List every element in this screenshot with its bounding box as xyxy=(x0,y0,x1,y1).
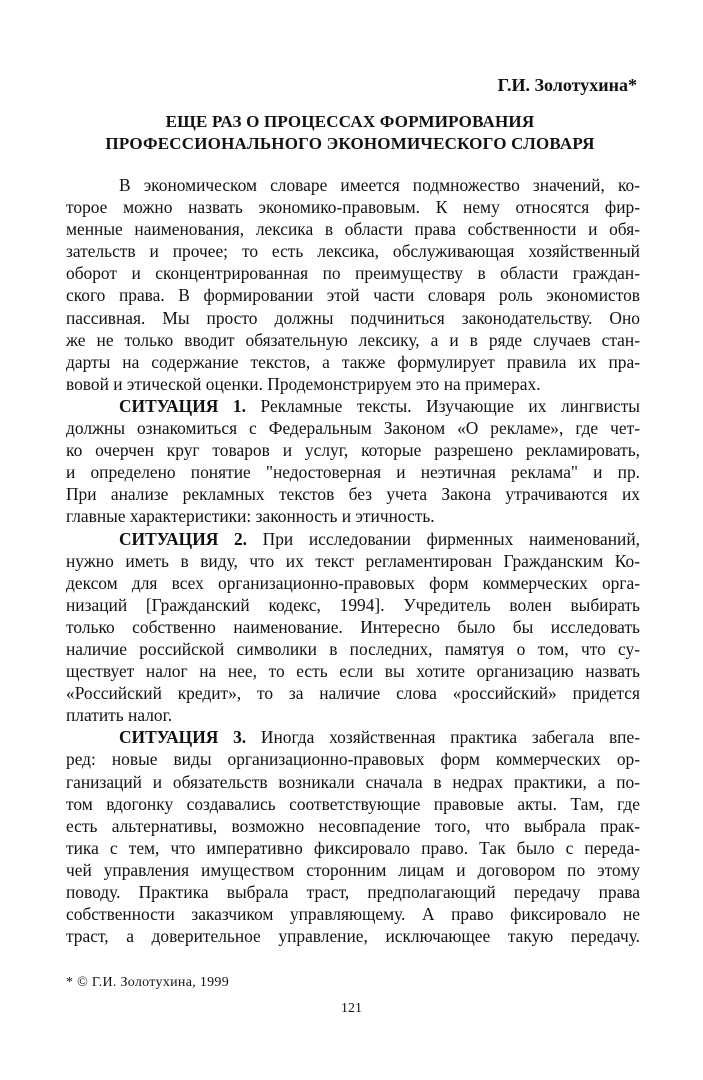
situation-heading: СИТУАЦИЯ 1. xyxy=(119,395,246,416)
text-line: должны ознакомиться с Федеральным Законом «О рекламе», где чет- xyxy=(66,418,640,439)
text-line: вовой и этической оценки. Продемонстрируем это на примерах. xyxy=(66,373,541,394)
text-line: «Российский кредит», то за наличие слова «российский» придется xyxy=(66,683,640,704)
author-name: Г.И. Золотухина* xyxy=(497,75,637,95)
text-line: наличие российской символики в последних, памятуя о том, что су- xyxy=(66,638,640,659)
text-line: В экономическом словаре имеется подмножество значений, ко- xyxy=(119,175,640,195)
situation-heading: СИТУАЦИЯ 3. xyxy=(119,727,247,748)
text-line: и определено понятие "недостоверная и неэтичная реклама" и пр. xyxy=(66,462,640,483)
text-line: дарты на содержание текстов, а также формулирует правила их пра- xyxy=(66,351,640,372)
situation-heading: СИТУАЦИЯ 2. xyxy=(119,528,247,549)
text-run: При исследовании фирменных наименований, xyxy=(247,528,640,549)
text-line: собственности заказчиком управляющему. А право фиксировало не xyxy=(66,904,640,925)
text-line: только собственно наименование. Интересно было бы исследовать xyxy=(66,616,640,637)
text-line: пассивная. Мы просто должны подчиниться законодательству. Оно xyxy=(66,307,640,328)
text-line: торое можно назвать экономико-правовым. К нему относятся фир- xyxy=(66,197,640,218)
text-line: главные характеристики: законность и этичность. xyxy=(66,506,435,527)
article-title xyxy=(60,111,640,155)
paragraph-situation-2 xyxy=(66,528,640,727)
title-line: ПРОФЕССИОНАЛЬНОГО ЭКОНОМИЧЕСКОГО СЛОВАРЯ xyxy=(105,134,595,153)
paragraph-intro xyxy=(66,174,640,395)
title-line: ЕЩЕ РАЗ О ПРОЦЕССАХ ФОРМИРОВАНИЯ xyxy=(165,112,535,131)
page-number: 121 xyxy=(341,1001,362,1016)
article-body xyxy=(66,174,640,947)
text-run: Иногда хозяйственная практика забегала впе- xyxy=(246,727,640,748)
text-line: ществует налог на нее, то есть если вы хотите организацию назвать xyxy=(66,661,640,682)
text-line xyxy=(66,395,640,417)
paragraph-situation-3 xyxy=(66,726,640,947)
text-line: низаций [Гражданский кодекс, 1994]. Учредитель волен выбирать xyxy=(66,594,640,615)
text-line: ред: новые виды организационно-правовых форм коммерческих ор- xyxy=(66,749,640,770)
footnote: * © Г.И. Золотухина, 1999 xyxy=(66,975,230,990)
text-line: же не только вводит обязательную лексику, а и в ряде случаев стан- xyxy=(66,329,640,350)
text-line: платить налог. xyxy=(66,705,173,726)
paragraph-situation-1 xyxy=(66,395,640,528)
text-line: поводу. Практика выбрала траст, предполагающий передачу права xyxy=(66,882,640,902)
text-line: дексом для всех организационно-правовых форм коммерческих орга- xyxy=(66,572,640,593)
text-line: траст, а доверительное управление, исключающее такую передачу. xyxy=(66,926,640,947)
text-line: чей управления имуществом сторонним лицам и договором по этому xyxy=(66,859,640,880)
text-line: менные наименования, лексика в области права собственности и обя- xyxy=(66,219,640,240)
text-line: ганизаций и обязательств возникали сначала в недрах практики, а по- xyxy=(66,771,640,792)
text-line: нужно иметь в виду, что их текст регламентирован Гражданским Ко- xyxy=(66,550,640,571)
text-line: ко очерчен круг товаров и услуг, которые разрешено рекламировать, xyxy=(66,440,640,461)
text-line xyxy=(66,528,640,550)
text-line: тика с тем, что императивно фиксировало право. Так было с переда- xyxy=(66,837,640,858)
text-line: оборот и сконцентрированная по преимуществу в области граждан- xyxy=(66,263,640,284)
text-run: Рекламные тексты. Изучающие их лингвисты xyxy=(245,395,640,416)
text-line: есть альтернативы, возможно несовпадение того, что выбрала прак- xyxy=(66,815,640,836)
text-line: При анализе рекламных текстов без учета Закона утрачиваются их xyxy=(66,484,640,505)
text-line: зательств и прочее; то есть лексика, обслуживающая хозяйственный xyxy=(66,241,640,262)
text-line: ского права. В формировании этой части словаря роль экономистов xyxy=(66,285,640,306)
text-line xyxy=(66,726,640,748)
text-line: том вдогонку создавались соответствующие правовые акты. Там, где xyxy=(66,793,640,814)
